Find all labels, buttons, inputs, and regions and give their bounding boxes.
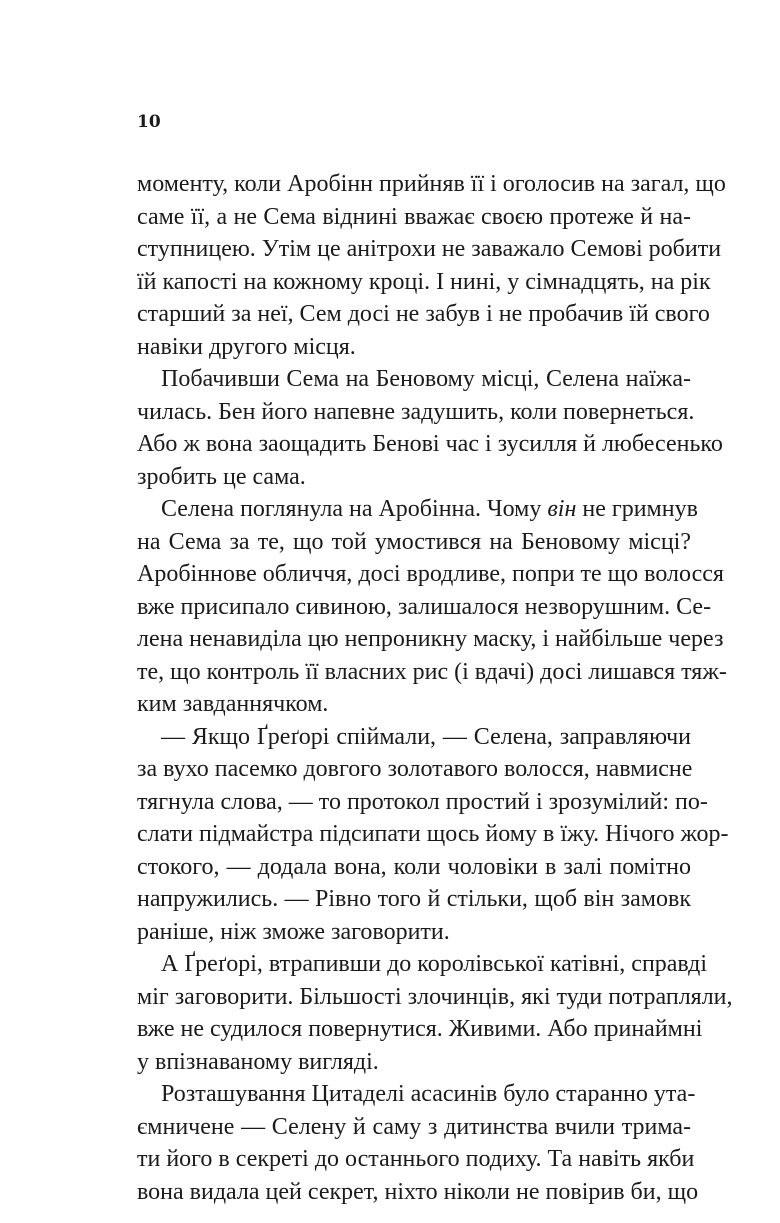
text-line: за вухо пасемко довгого золотавого волосся, навмисне bbox=[137, 756, 693, 782]
text-line: моменту, коли Аробінн прийняв її і оголосив на загал, що bbox=[137, 171, 726, 197]
text-line: напружились. — Рівно того й стільки, щоб він замовк bbox=[137, 886, 691, 912]
text-line: ти його в секреті до останнього подиху. Та навіть якби bbox=[137, 1146, 695, 1172]
text-line: вже не судилося повернутися. Живими. Або принаймні bbox=[137, 1016, 703, 1042]
text-line: стокого, — додала вона, коли чоловіки в залі помітно bbox=[137, 853, 691, 880]
text-line: їй капості на кожному кроці. І нині, у сімнадцять, на рік bbox=[137, 268, 711, 295]
text-segment: Селена поглянула на Аробінна. Чому bbox=[161, 496, 548, 522]
text-line: вже присипало сивиною, залишалося незворушним. Се- bbox=[137, 593, 712, 620]
text-line: тягнула слова, — то протокол простий і зрозумілий: по- bbox=[137, 788, 708, 815]
text-line bbox=[137, 493, 698, 526]
text-line: лена ненавиділа цю непроникну маску, і найбільше через bbox=[137, 626, 724, 652]
text-line: на Сема за те, що той умостився на Беновому місці? bbox=[137, 528, 691, 555]
text-line: Або ж вона заощадить Бенові час і зусилля й любесенько bbox=[137, 431, 723, 457]
text-line: ступницею. Утім це анітрохи не заважало Семові робити bbox=[137, 236, 722, 262]
text-line: ємничене — Селену й саму з дитинства вчили трима- bbox=[137, 1113, 691, 1140]
text-line: Аробіннове обличчя, досі вродливе, попри те що волосся bbox=[137, 561, 724, 587]
text-line: — Якщо Ґреґорі спіймали, — Селена, заправляючи bbox=[161, 723, 691, 750]
italic-emphasis: він bbox=[547, 496, 577, 522]
text-line: міг заговорити. Більшості злочинців, які туди потрапляли, bbox=[137, 983, 733, 1010]
body-text bbox=[137, 168, 733, 1208]
text-line: старший за неї, Сем досі не забув і не пробачив їй свого bbox=[137, 301, 710, 327]
text-line: чилась. Бен його напевне задушить, коли повернеться. bbox=[137, 398, 695, 425]
text-line: навіки другого місця. bbox=[137, 333, 356, 360]
text-line: слати підмайстра підсипати щось йому в їжу. Нічого жор- bbox=[137, 821, 729, 847]
text-line: зробить це сама. bbox=[137, 463, 306, 490]
text-line: раніше, ніж зможе заговорити. bbox=[137, 918, 450, 945]
text-line: А Ґреґорі, втрапивши до королівської катівні, справді bbox=[161, 951, 708, 977]
text-line: Побачивши Сема на Беновому місці, Селена наїжа- bbox=[161, 366, 691, 392]
text-line: у впізнаваному вигляді. bbox=[137, 1048, 379, 1075]
text-line: Розташування Цитаделі асасинів було старанно ута- bbox=[161, 1081, 696, 1107]
page-number: 10 bbox=[137, 112, 161, 132]
text-segment: не гримнув bbox=[576, 496, 698, 522]
text-line: те, що контроль її власних рис (і вдачі) досі лишався тяж- bbox=[137, 658, 727, 685]
text-line: ким завданнячком. bbox=[137, 691, 329, 717]
text-line: саме її, а не Сема віднині вважає своєю протеже й на- bbox=[137, 203, 691, 230]
text-line: вона видала цей секрет, ніхто ніколи не повірив би, що bbox=[137, 1178, 699, 1205]
